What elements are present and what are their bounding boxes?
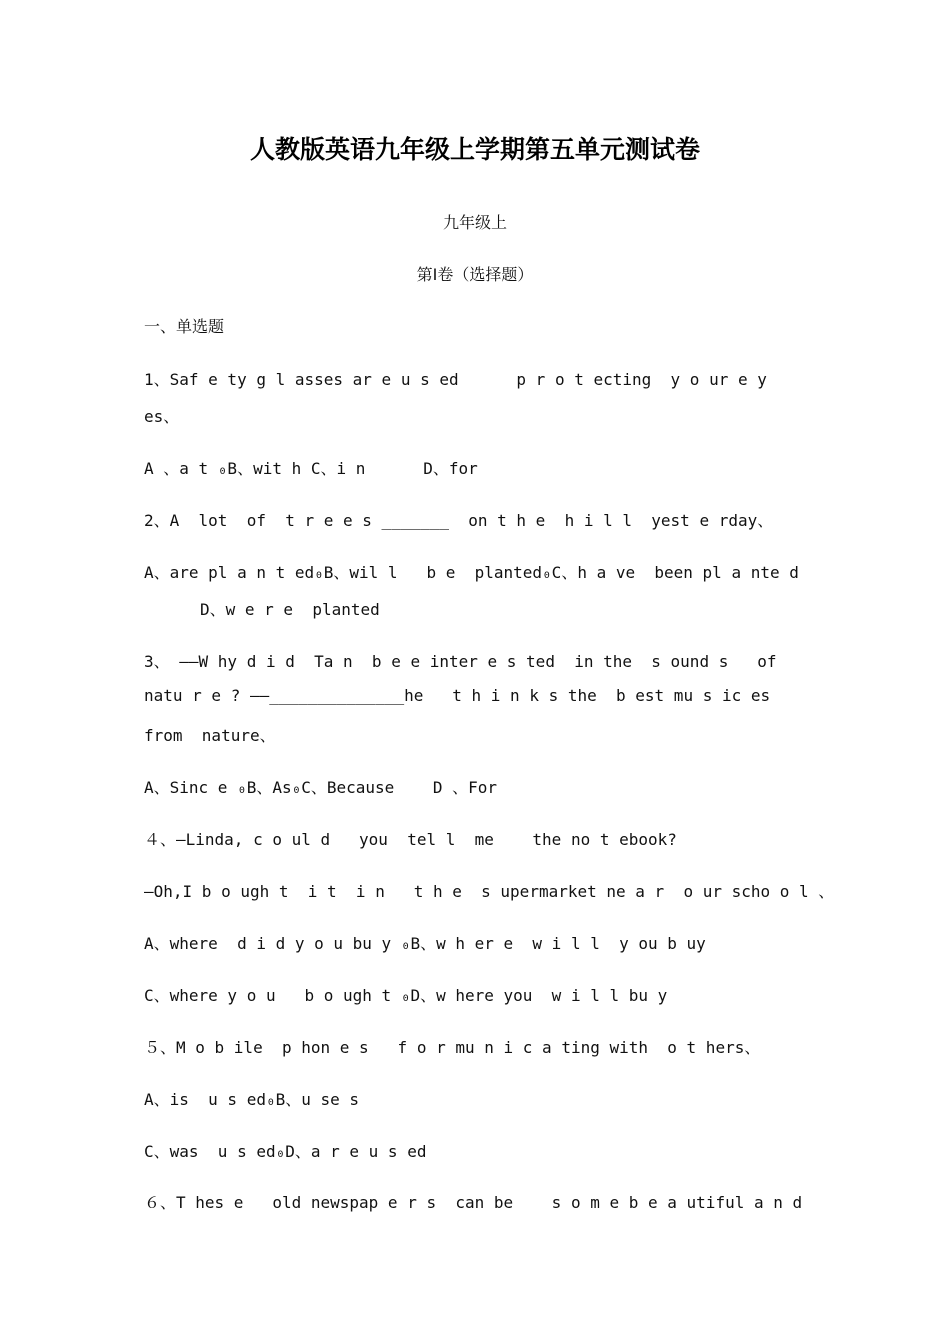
question-2-stem-line-1: 2、A lot of t r e e s _______ on t h e h i l l yest e rday、 [144,511,774,530]
question-2-options-line-1: A、are pl a n t ed₀B、wil l b e planted₀C、h a ve been pl a nte d [144,563,799,582]
question-5-options-line-1: A、is u s ed₀B、u se s [144,1090,360,1109]
question-4-stem-line-1: ４、—Linda, c o ul d you tel l me the no t ebook? [144,830,677,849]
question-1-stem-line-2: es、 [144,407,180,426]
question-5-stem-line-1: ５、M o b ile p hon e s f o r mu n i c a ting with o t hers、 [144,1038,761,1057]
question-4-options-line-1: A、where d i d y o u bu y ₀B、w h er e w i l l y ou b uy [144,934,706,953]
question-1-stem-line-1: 1、Saf e ty g l asses ar e u s ed p r o t ecting y o ur e y [144,370,767,389]
document-title: 人教版英语九年级上学期第五单元测试卷 [249,135,700,164]
question-4-options-line-2: C、where y o u b o ugh t ₀D、w here you w i l l bu y [144,986,668,1005]
question-2-options-line-2: D、w e r e planted [200,600,380,619]
grade-label: 九年级上 [442,213,507,232]
question-5-options-line-2: C、was u s ed₀D、a r e u s ed [144,1142,427,1161]
question-6-stem-line-1: ６、T hes e old newspap e r s can be s o m e b e a utiful a n d [144,1193,803,1212]
question-3-stem-line-2: natu r e ? ——______________he t h i n k s the b est mu s ic es [144,686,771,705]
question-3-options: A、Sinc e ₀B、As₀C、Because D 、For [144,778,497,797]
question-3-stem-line-3: from nature、 [144,726,276,745]
volume-label: 第Ⅰ卷（选择题） [416,265,534,284]
question-1-options: A 、a t ₀B、wit h C、i n D、for [144,459,478,478]
question-4-stem-line-2: —Oh,I b o ugh t i t i n t h e s upermarket ne a r o ur scho o l 、 [144,882,835,901]
section-heading: 一、单选题 [144,317,225,336]
question-3-stem-line-1: 3、 ——W hy d i d Ta n b e e inter e s ted in the s ound s of [144,652,777,671]
